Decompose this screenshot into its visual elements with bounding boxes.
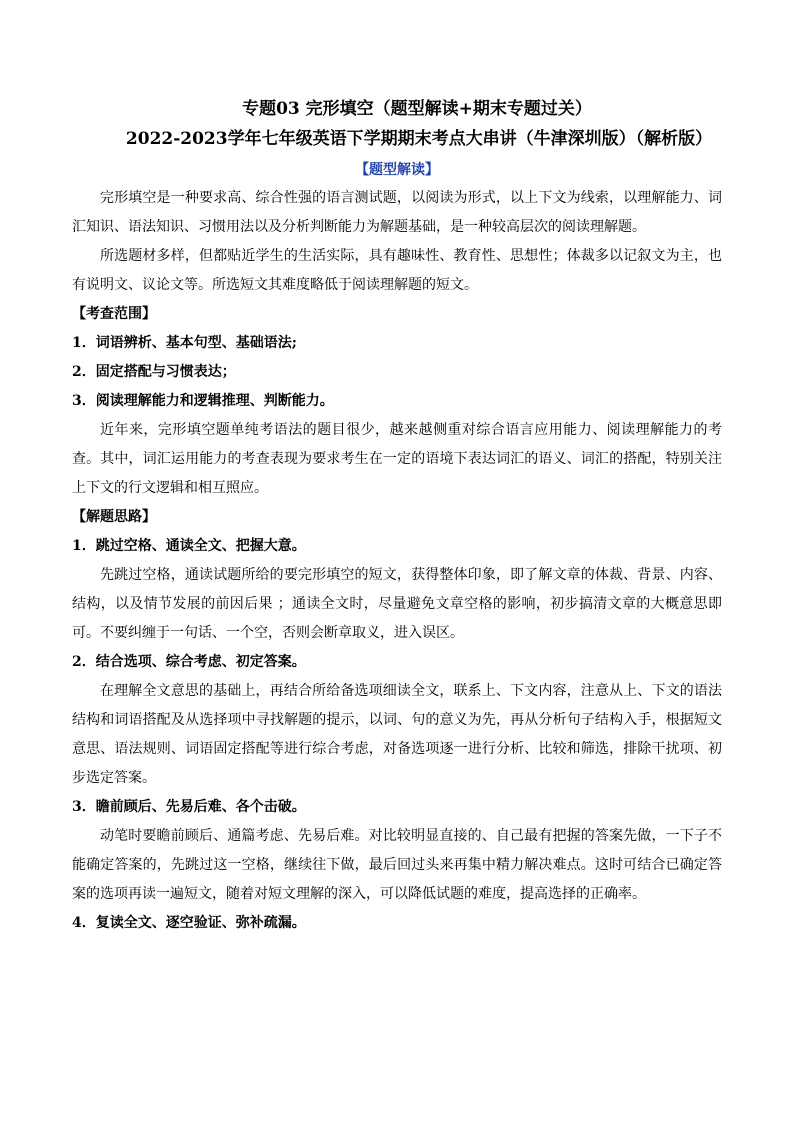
scope-item-1: 1．词语辨析、基本句型、基础语法; (72, 335, 297, 351)
intro-paragraph-2: 所选题材多样，但都贴近学生的生活实际，具有趣味性、教育性、思想性；体裁多以记叙文为主，也有说明文、议论文等。所选短文其难度略低于阅读理解题的短文。 (72, 248, 722, 293)
scope-heading: 【考查范围】 (72, 306, 156, 322)
scope-item-3: 3．阅读理解能力和逻辑推理、判断能力。 (72, 393, 334, 409)
document-title: 专题03 完形填空（题型解读+期末专题过关） (242, 99, 592, 119)
approach-step-1-title: 1．跳过空格、通读全文、把握大意。 (72, 538, 306, 554)
approach-step-2-text: 在理解全文意思的基础上，再结合所给备选项细读全文，联系上、下文内容，注意从上、下文的语法结构和词语搭配及从选择项中寻找解题的提示，以词、句的意义为先，再从分析句子结构入手，根据短文意思、语法规则、词语固定搭配等进行综合考虑，对备选项逐一进行分析、比较和筛选，排除干扰项、初步选定答案。 (72, 683, 722, 786)
approach-step-3-text: 动笔时要瞻前顾后、通篇考虑、先易后难。对比较明显直接的、自己最有把握的答案先做，一下子不能确定答案的，先跳过这一空格，继续往下做，最后回过头来再集中精力解决难点。这时可结合已确定答案的选项再读一遍短文，随着对短文理解的深入，可以降低试题的难度，提高选择的正确率。 (72, 828, 722, 902)
scope-paragraph: 近年来，完形填空题单纯考语法的题目很少，越来越侧重对综合语言应用能力、阅读理解能力的考查。其中，词汇运用能力的考查表现为要求考生在一定的语境下表达词汇的语义、词汇的搭配，特别关注上下文的行文逻辑和相互照应。 (72, 422, 722, 496)
intro-paragraph-1: 完形填空是一种要求高、综合性强的语言测试题，以阅读为形式，以上下文为线索，以理解能力、词汇知识、语法知识、习惯用法以及分析判断能力为解题基础，是一种较高层次的阅读理解题。 (72, 190, 722, 235)
document-subtitle: 2022-2023学年七年级英语下学期期末考点大串讲（牛津深圳版）（解析版） (125, 129, 713, 149)
approach-step-4-title: 4．复读全文、逐空验证、弥补疏漏。 (72, 915, 306, 931)
approach-step-2-title: 2．结合选项、综合考虑、初定答案。 (72, 654, 306, 670)
approach-heading: 【解题思路】 (72, 509, 156, 525)
approach-step-3-title: 3．瞻前顾后、先易后难、各个击破。 (72, 799, 306, 815)
section-tag: 【题型解读】 (355, 162, 439, 178)
scope-item-2: 2．固定搭配与习惯表达； (72, 364, 236, 380)
approach-step-1-text: 先跳过空格，通读试题所给的要完形填空的短文，获得整体印象，即了解文章的体裁、背景、内容、结构，以及情节发展的前因后果 ；通读全文时，尽量避免文章空格的影响，初步搞清文章的大概意思即可。不要纠缠于一句话、一个空，否则会断章取义，进入误区。 (72, 567, 722, 641)
